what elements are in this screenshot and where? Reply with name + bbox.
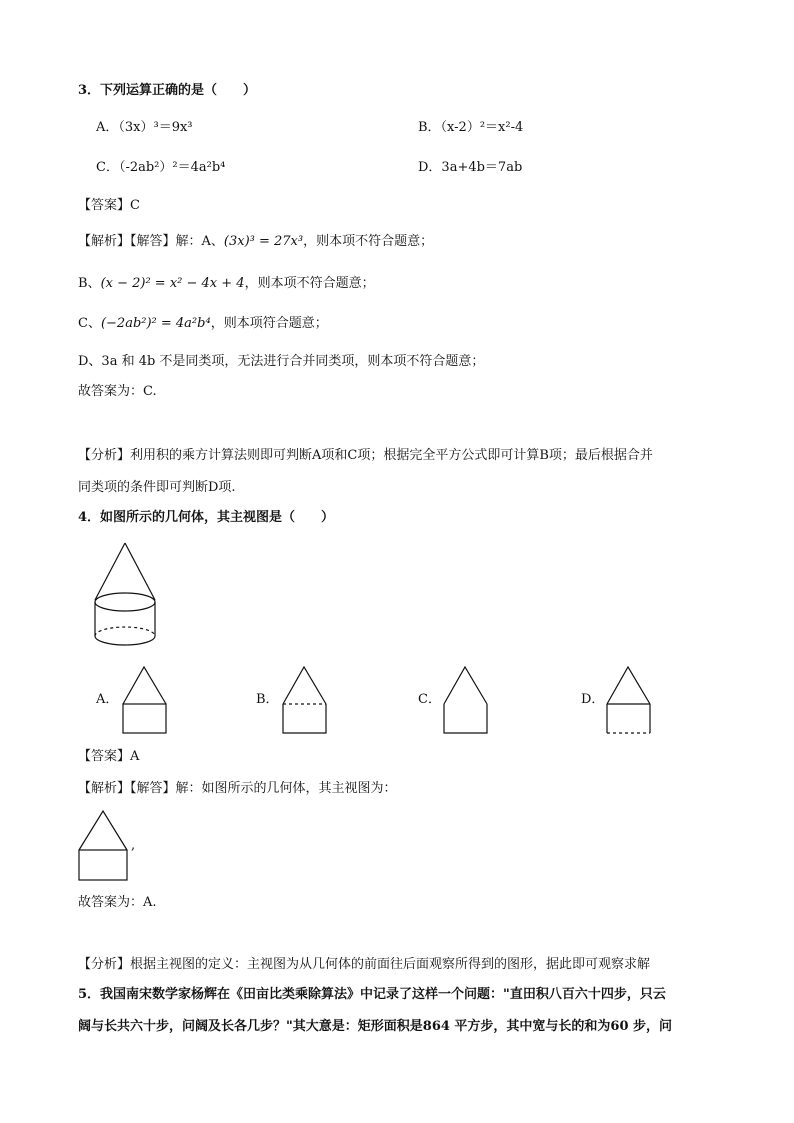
- q3-jiexi-prefix: 【解析】【解答】解：A、: [78, 234, 224, 249]
- q4-option-c-figure: [441, 664, 491, 736]
- q3-solution-line-c: [78, 314, 328, 334]
- q4-conclusion: 故答案为：A.: [78, 895, 157, 910]
- q4-analysis: 【分析】根据主视图的定义：主视图为从几何体的前面往后面观察所得到的图形，据此即可观察求解: [78, 957, 651, 972]
- q4-answer: 【答案】A: [78, 749, 140, 764]
- q4-option-b-figure: [280, 664, 330, 736]
- question-5-line-2: 阔与长共六十步，问阔及长各几步？"其大意是：矩形面积是864 平方步，其中宽与长的和为60 步，问: [78, 1019, 673, 1034]
- q4-option-d-label: D．: [581, 692, 605, 707]
- q4-option-a-figure: [120, 664, 170, 736]
- q3-conclusion: 故答案为：C.: [78, 384, 157, 399]
- q3-math-b: (x − 2)² = x² − 4x + 4: [100, 276, 245, 291]
- q3-math-a: (3x)³ = 27x³: [223, 234, 304, 249]
- q3-analysis-line-2: 同类项的条件即可判断D项.: [78, 480, 236, 495]
- q4-option-b-label: B．: [256, 692, 279, 707]
- q4-option-c-label: C．: [418, 692, 441, 707]
- q4-option-d-figure: [604, 664, 654, 736]
- q3-solution-line-b: [78, 274, 375, 294]
- question-5-line-1: 5．我国南宋数学家杨辉在《田亩比类乘除算法》中记录了这样一个问题："直田积八百六十四步，只云: [78, 987, 666, 1002]
- q3-line-b-prefix: B、: [78, 276, 101, 291]
- q3-analysis-line-1: 【分析】利用积的乘方计算法则即可判断A项和C项；根据完全平方公式即可计算B项；最后根据合并: [78, 448, 653, 463]
- q3-option-d: D．3a+4b＝7ab: [418, 160, 523, 175]
- question-4-stem: 4．如图所示的几何体，其主视图是（ ）: [78, 510, 335, 525]
- q3-option-a: A．（3x）³＝9x³: [96, 120, 193, 135]
- q3-solution-line-d: D、3a 和 4b 不是同类项，无法进行合并同类项，则本项不符合题意；: [78, 354, 485, 369]
- solid-cone-cylinder-figure: [90, 540, 170, 648]
- q4-solution-figure: [77, 808, 131, 882]
- q4-jiexi: 【解析】【解答】解：如图所示的几何体，其主视图为：: [78, 781, 397, 796]
- q3-line-a-tail: ，则本项不符合题意；: [303, 234, 434, 249]
- q3-line-c-prefix: C、: [78, 316, 101, 331]
- q4-solution-comma: ,: [131, 838, 136, 853]
- q4-option-a-label: A．: [96, 692, 119, 707]
- q3-line-c-tail: ，则本项符合题意；: [210, 316, 328, 331]
- q3-answer: 【答案】C: [78, 198, 140, 213]
- q3-option-c: C．（-2ab²）²＝4a²b⁴: [96, 160, 226, 175]
- q3-solution-line-a: [78, 232, 433, 252]
- question-3-stem: 3．下列运算正确的是（ ）: [78, 83, 257, 98]
- q3-line-b-tail: ，则本项不符合题意；: [244, 276, 375, 291]
- q3-math-c: (−2ab²)² = 4a²b⁴: [100, 316, 211, 331]
- q3-option-b: B．（x-2）²＝x²-4: [418, 120, 524, 135]
